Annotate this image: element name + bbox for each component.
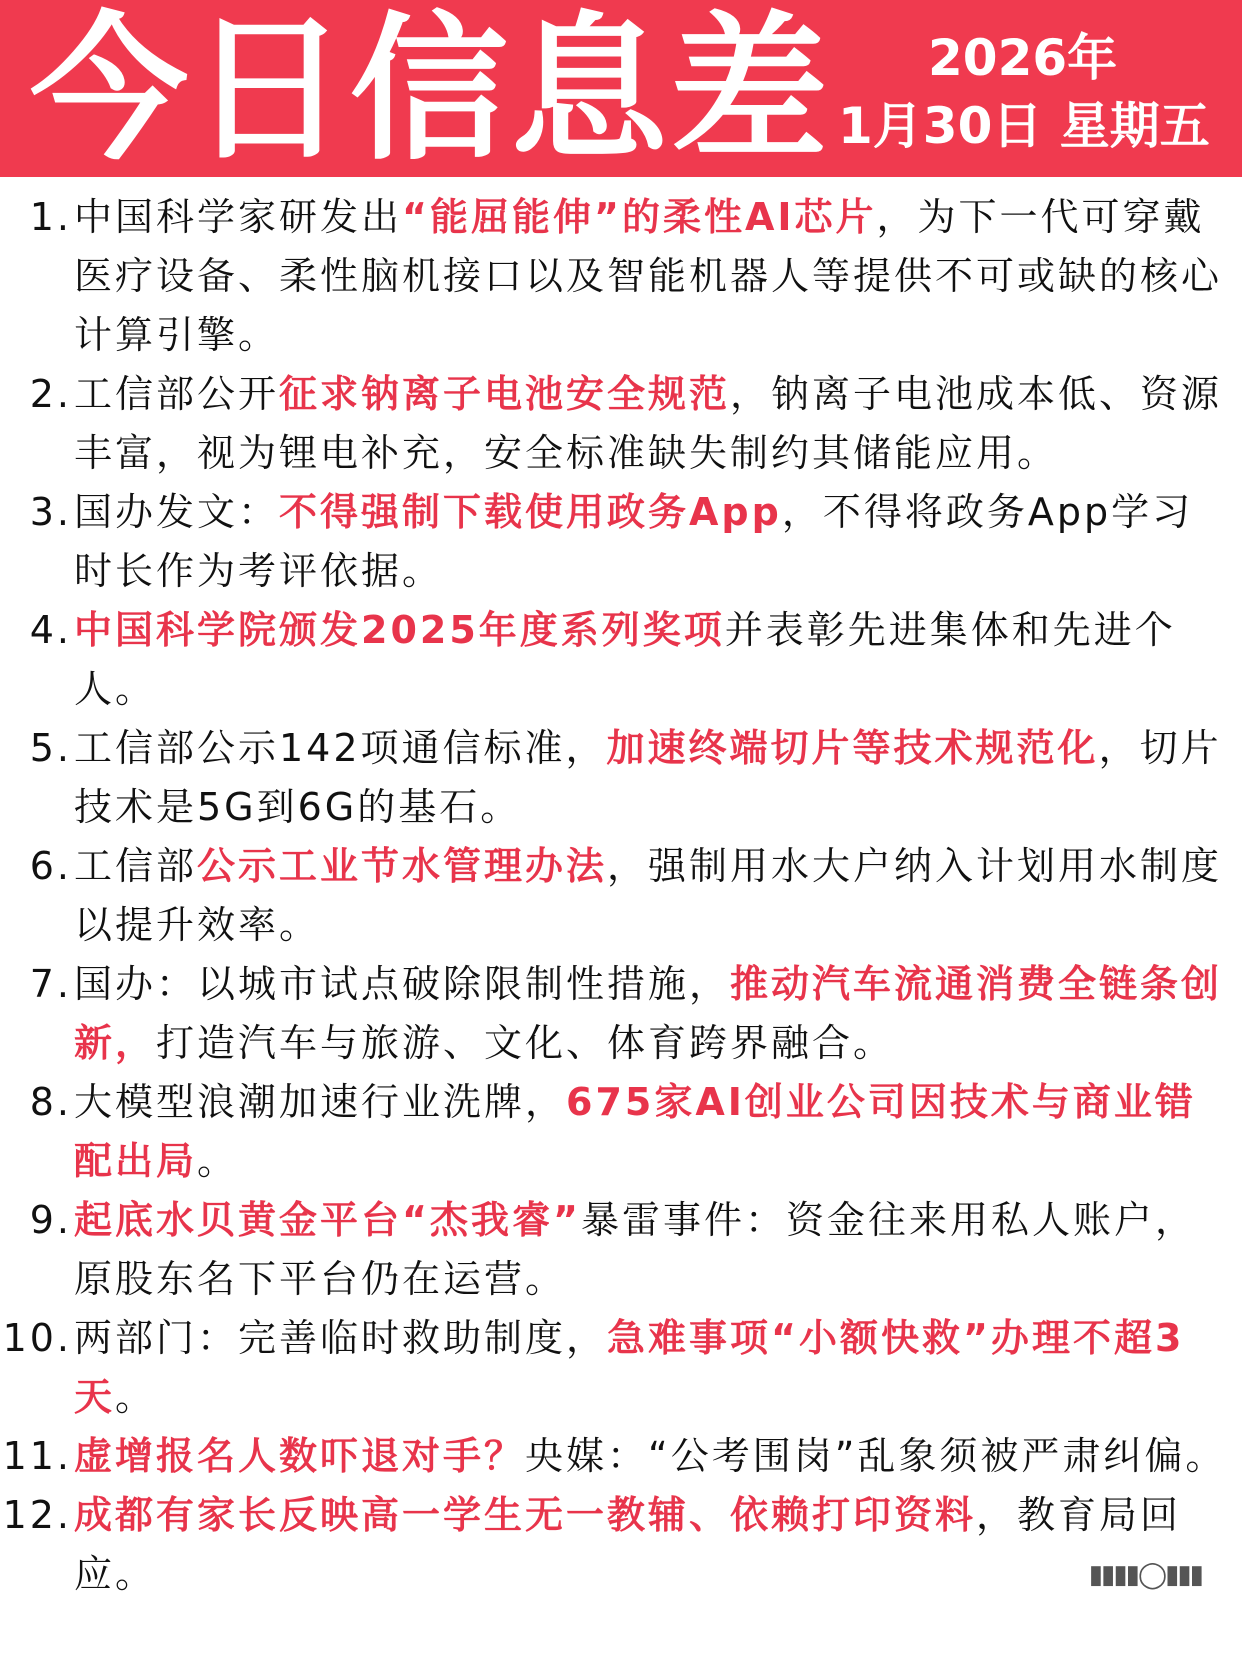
item-text: 工信部公开 [74, 372, 280, 416]
highlight-text: 征求钠离子电池安全规范 [279, 372, 731, 416]
highlight-text: 公示工业节水管理办法 [197, 844, 608, 888]
item-text: 国办：以城市试点破除限制性措施， [74, 962, 731, 1006]
watermark: ▮▮▮▮◯▮▮▮ [1088, 1560, 1202, 1590]
item-text: 两部门：完善临时救助制度， [74, 1316, 608, 1360]
page-title: 今日信息差 [30, 0, 830, 182]
list-item [0, 719, 1242, 837]
item-number: 3. [29, 490, 72, 534]
highlight-text: 急难事项“小额快救”办理不超3天 [74, 1316, 1185, 1419]
item-text: ，为下一代可穿戴医疗设备、柔性脑机接口以及智能机器人等提供不可或缺的核心计算引擎。 [74, 195, 1223, 357]
list-item [0, 365, 1242, 483]
item-number: 1. [29, 195, 72, 239]
highlight-text: 虚增报名人数吓退对手？ [74, 1434, 526, 1478]
item-number: 2. [29, 372, 72, 416]
date-year: 2026年 [928, 29, 1118, 87]
item-text: 大模型浪潮加速行业洗牌， [74, 1080, 567, 1124]
list-item [0, 483, 1242, 601]
list-item [0, 1191, 1242, 1309]
item-number: 11. [2, 1434, 72, 1478]
list-item [0, 837, 1242, 955]
item-number: 7. [29, 962, 72, 1006]
highlight-text: “能屈能伸”的柔性AI芯片 [402, 195, 877, 239]
list-item [0, 955, 1242, 1073]
list-item [0, 601, 1242, 719]
highlight-text: 不得强制下载使用政务App [279, 490, 782, 534]
item-number: 12. [2, 1493, 72, 1537]
date-day: 1月30日 星期五 [838, 97, 1210, 155]
list-item [0, 1309, 1242, 1427]
item-text: 暴雷事件：资金往来用私人账户，原股东名下平台仍在运营。 [74, 1198, 1196, 1301]
item-number: 4. [29, 608, 72, 652]
highlight-text: 675家AI创业公司因技术与商业错配出局 [74, 1080, 1196, 1183]
item-text: 。 [197, 1139, 239, 1183]
list-item [0, 1427, 1242, 1486]
item-text: ，切片技术是5G到6G的基石。 [74, 726, 1222, 829]
item-text: ，不得将政务App学习时长作为考评依据。 [74, 490, 1194, 593]
news-list [0, 188, 1242, 1604]
item-text: 工信部 [74, 844, 198, 888]
highlight-text: 推动汽车流通消费全链条创新， [74, 962, 1223, 1065]
item-number: 8. [29, 1080, 72, 1124]
item-text: 打造汽车与旅游、文化、体育跨界融合。 [156, 1021, 895, 1065]
item-number: 10. [2, 1316, 72, 1360]
item-text: 并表彰先进集体和先进个人。 [74, 608, 1176, 711]
item-text: 央媒：“公考围岗”乱象须被严肃纠偏。 [525, 1434, 1227, 1478]
highlight-text: 中国科学院颁发2025年度系列奖项 [74, 608, 725, 652]
highlight-text: 成都有家长反映高一学生无一教辅、依赖打印资料 [74, 1493, 977, 1537]
item-text: ，强制用水大户纳入计划用水制度以提升效率。 [74, 844, 1223, 947]
list-item [0, 1073, 1242, 1191]
highlight-text: 加速终端切片等技术规范化 [606, 726, 1099, 770]
item-text: 中国科学家研发出 [74, 195, 403, 239]
item-text: 国办发文： [74, 490, 280, 534]
item-text: 。 [115, 1375, 157, 1419]
header-banner [0, 0, 1242, 182]
item-text: 工信部公示142项通信标准， [74, 726, 607, 770]
list-item [0, 188, 1242, 365]
item-text: ，教育局回应。 [74, 1493, 1182, 1596]
item-number: 5. [29, 726, 72, 770]
item-number: 6. [29, 844, 72, 888]
item-number: 9. [29, 1198, 72, 1242]
item-text: ，钠离子电池成本低、资源丰富，视为锂电补充，安全标准缺失制约其储能应用。 [74, 372, 1223, 475]
highlight-text: 起底水贝黄金平台“杰我睿” [74, 1198, 581, 1242]
list-item [0, 1486, 1242, 1604]
